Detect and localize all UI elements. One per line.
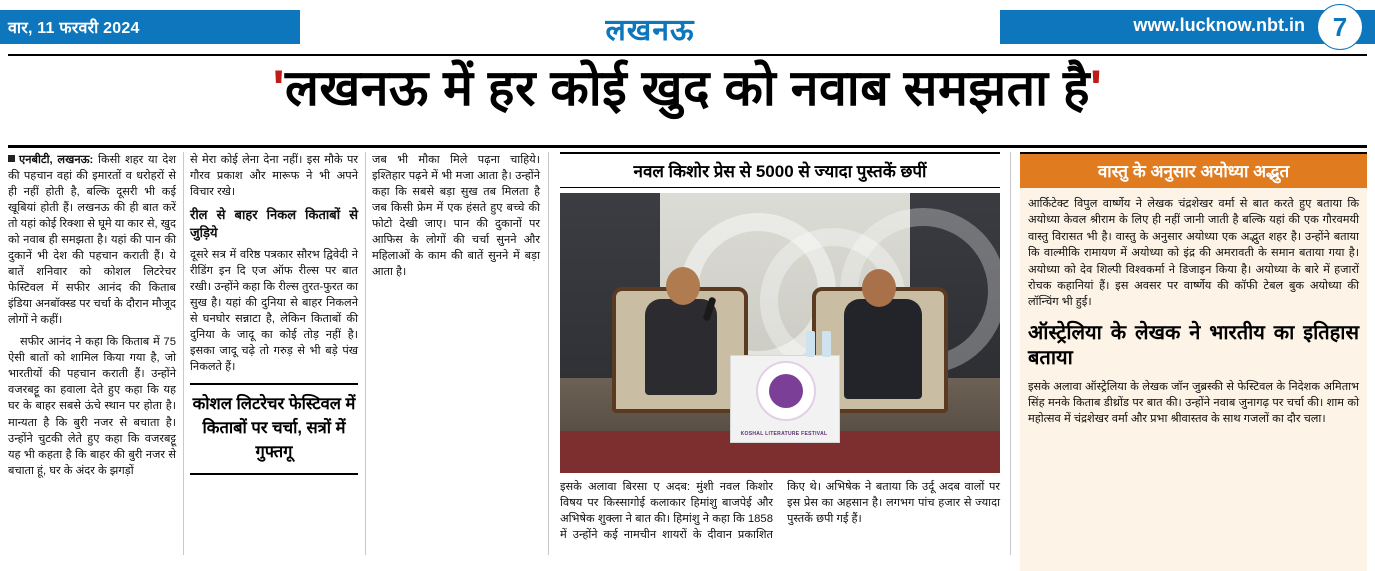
column1-text-1: किसी शहर या देश की पहचान वहां की इमारतों व धरोहरों से ही नहीं होती है, बल्कि दूसरी भी कई खूबियां होती हैं। लखनऊ की ही बात करें तो यहां कोई रिक्शा से घूमे या कार से, खुद को नवाब ही समझता है। यहां की पान की दुकानें भी देश की पहचान कराती हैं। ये बातें शनिवार को कोशल लिटरेचर फेस्टिवल में सफीर आनंद की किताब इंडिया अनबॉक्स्ड पर चर्चा के दौरान मौजूद लोगों ने कहीं। [8,154,177,327]
photo-headline: नवल किशोर प्रेस से 5000 से ज्यादा पुस्तकें छपीं [560,152,1000,188]
pullquote-box: कोशल लिटरेचर फेस्टिवल में किताबों पर चर्चा, सत्रों में गुफ्तगू [190,383,358,475]
sidebar-column [1020,152,1367,555]
event-photo [560,193,1000,473]
page-headline [0,60,1375,118]
photo-water-bottle-2 [822,331,831,357]
column-divider-3 [548,152,549,555]
column2-paragraph-2: दूसरे सत्र में वरिष्ठ पत्रकार सौरभ द्विवेदी ने रीडिंग इन दि एज ऑफ रील्स पर बात रखी। उन्होंने कहा कि रील्स तुरत-फुरत का सुख है। यहां की दुनिया से बाहर निकलने से घनघोर सन्नाटा है, लेकिन किताबों की दुनिया के जादू का कोई तोड़ नहीं है। इसका जादू चढ़े तो गरुड़ से भी बड़े पंख निकलते हैं। [190,249,358,374]
festival-logo-icon [756,361,816,421]
masthead [0,0,1375,52]
column-divider-2 [365,152,366,555]
article-column-1 [8,152,176,485]
photo-block [560,152,1000,543]
sidebar-paragraph-2: इसके अलावा ऑस्ट्रेलिया के लेखक जॉन जुब्रस्की से फेस्टिवल के निदेशक अमिताभ सिंह मनके किताब डीथ्रोंड पर बात की। उन्होंने नवाब जुनागढ़ पर चर्चा की। शाम को महोत्सव में चंद्रशेखर वर्मा और प्रभा श्रीवास्तव के साथ गजलों का दौर चला। [1028,380,1359,426]
photo-water-bottle-1 [806,331,815,357]
sidebar-banner-heading: वास्तु के अनुसार अयोध्या अद्भुत [1020,152,1367,188]
article-column-2 [190,152,358,483]
column1-paragraph-2: सफीर आनंद ने कहा कि किताब में 75 ऐसी बातों को शामिल किया गया है, जो भारतीयों की पहचान कराती हैं। उन्होंने वजरबट्टू का हवाला देते हुए कहा कि यह घर के बाहर सबसे ऊंचे स्थान पर होता है। मान्यता है कि बुरी नजर से बचाता है। उन्होंने चुटकी लेते हुए कहा कि वजरबट्टू यह भी कहता है कि बाहर की बुरी नजर से बचाता हूं, घर के अंदर के झगड़ों [8,336,176,477]
photo-speaker-right-body [844,299,922,399]
photo-speaker-left-head [666,267,700,305]
photo-speaker-right-head [862,269,896,307]
column2-paragraph-1: से मेरा कोई लेना देना नहीं। इस मौके पर गौरव प्रकाश और मारूफ ने भी अपने विचार रखे। [190,154,358,199]
masthead-website-url[interactable]: www.lucknow.nbt.in [1133,15,1305,35]
article-column-3 [372,152,540,286]
festival-logo-text: KOSHAL LITERATURE FESTIVAL [740,431,828,437]
page-number-badge: 7 [1317,4,1363,50]
headline-quote-close: ' [1090,60,1103,116]
headline-text: लखनऊ में हर कोई खुद को नवाब समझता है [284,60,1091,116]
sidebar-subheading: ऑस्ट्रेलिया के लेखक ने भारतीय का इतिहास बताया [1028,321,1359,369]
dateline: एनबीटी, लखनऊ: [19,154,94,166]
masthead-divider-rule [8,54,1367,56]
square-bullet-icon [8,155,15,162]
photo-caption: इसके अलावा बिरसा ए अदब: मुंशी नवल किशोर विषय पर किस्सागोई कलाकार हिमांशु बाजपेई और अभिषेक शुक्ला ने बात की। हिमांशु ने कहा कि 1858 में उन्होंने कई नामचीन शायरों के दीवान प्रकाशित किए थे। अभिषेक ने बताया कि उर्दू अदब वालों पर इस प्रेस का अहसान है। लगभग पांच हजार से ज्यादा पुस्तकें छपी गई हैं। [560,481,1000,542]
headline-divider-rule [8,145,1367,148]
sidebar-paragraph-1: आर्किटेक्ट विपुल वार्ष्णेय ने लेखक चंद्रशेखर वर्मा से बात करते हुए बताया कि अयोध्या केवल श्रीराम के लिए ही नहीं जानी जाती है बल्कि यहां की एक गौरवमयी वास्तु विरासत भी है। वास्तु के अनुसार अयोध्या एक अद्भुत शहर है। उन्होंने बताया कि वाल्मीकि रामायण में अयोध्या को इंद्र की अमरावती के समान बताया गया है। अयोध्या को देव शिल्पी विश्वकर्मा ने डिजाइन किया है। अयोध्या के बारे में हजारों रोचक कहानियां हैं। इस अवसर पर वार्ष्णेय की कॉफी टेबल बुक अयोध्या की लॉन्चिंग भी हुई। [1028,198,1359,309]
masthead-title: लखनऊ [605,14,695,47]
festival-logo-mark [769,374,803,408]
headline-quote-open: ' [272,60,285,116]
column2-promo-heading: रील से बाहर निकल किताबों से जुड़िये [190,207,358,240]
column3-paragraph-1: जब भी मौका मिले पढ़ना चाहिये। इश्तिहार पढ़ने में भी मजा आता है। उन्होंने कहा कि सबसे बड़ा सुख तब मिलता है जब किसी फ्रेम में एक हंसते हुए बच्चे की फोटो देखी जाए। पान की दुकानों पर आफिस के लोगों की चर्चा सुनने और महिलाओं के काम की बातें सुनने में बड़ा आता है। [372,154,540,279]
column1-paragraph-1 [8,152,176,328]
column-divider-1 [183,152,184,555]
sidebar-body [1020,188,1367,571]
masthead-date: वार, 11 फरवरी 2024 [8,20,140,37]
article-body [8,152,1367,555]
column-divider-4 [1010,152,1011,555]
